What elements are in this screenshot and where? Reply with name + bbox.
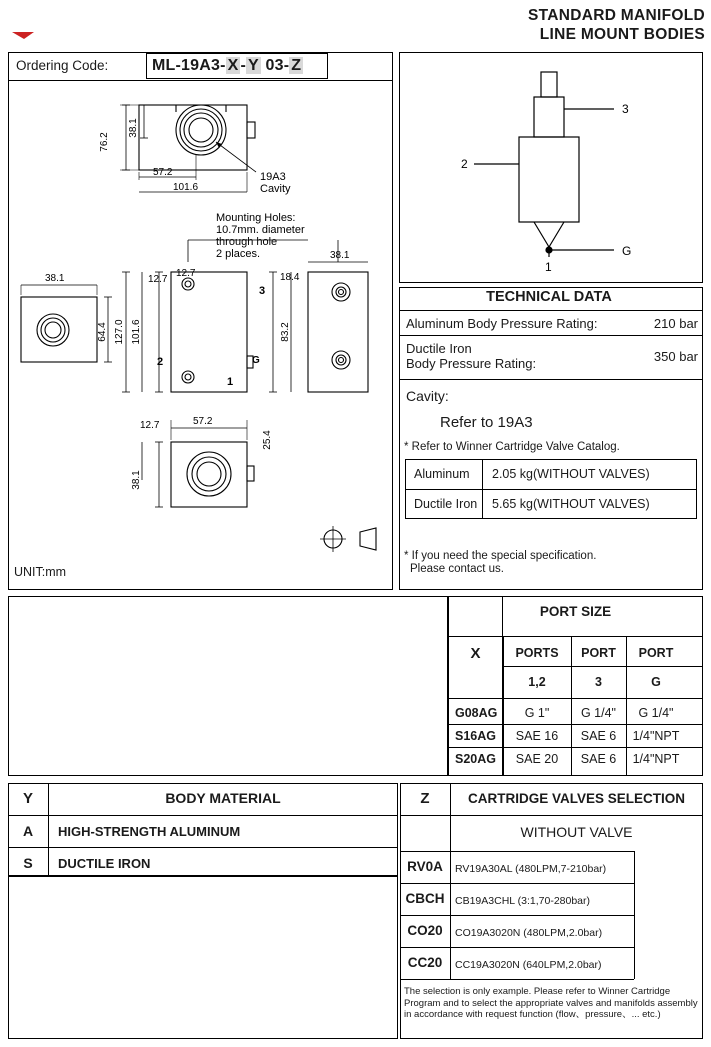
dim-64-4: 64.4 — [97, 322, 108, 342]
aluminum-pressure-label: Aluminum Body Pressure Rating: — [406, 316, 598, 331]
cartridge-row-2-desc: CO19A3020N (480LPM,2.0bar) — [455, 927, 603, 939]
port-size-header-2-top: PORT — [638, 646, 674, 660]
blank-panel-bottom-left — [8, 876, 398, 1039]
cartridge-row-1-code: CBCH — [405, 891, 445, 906]
dim-12-7-b: 12.7 — [176, 268, 196, 279]
x-label: X — [470, 645, 481, 662]
body-material-row-0-code: A — [22, 823, 34, 839]
weight-row-material-1: Ductile Iron — [414, 497, 478, 511]
ductile-iron-value: 350 bar — [653, 349, 698, 364]
cavity-symbol-drawing — [399, 52, 703, 283]
divider — [503, 666, 703, 667]
symbol-port-G: G — [622, 244, 632, 258]
divider — [400, 947, 634, 948]
symbol-port-1: 1 — [545, 260, 552, 274]
y-label: Y — [22, 790, 33, 807]
technical-footnote — [404, 550, 596, 576]
cartridge-row-3-code: CC20 — [407, 955, 443, 970]
dim-57-2-b: 57.2 — [193, 416, 213, 427]
port-size-row-0-c1: G 1" — [524, 706, 550, 720]
technical-data-title: TECHNICAL DATA — [486, 289, 612, 305]
dim-83-2: 83.2 — [280, 322, 291, 342]
footnote-line-2: Please contact us. — [410, 563, 504, 575]
divider — [8, 847, 398, 848]
dim-57-2-a: 57.2 — [153, 167, 173, 178]
ordering-code-dash1: - — [240, 57, 247, 74]
divider — [400, 915, 634, 916]
mounting-note-1: Mounting Holes: — [216, 212, 296, 224]
dim-76-2: 76.2 — [99, 132, 110, 152]
weight-row-material-0: Aluminum — [414, 467, 470, 481]
ordering-code-z: Z — [291, 57, 302, 74]
dim-25-4: 25.4 — [262, 430, 273, 450]
ordering-code-prefix: ML-19A3- — [152, 57, 226, 74]
cartridge-note: The selection is only example. Please refer to Winner Cartridge Program and to select the appropriate valves and manifolds assembly in accordance with request function (flow、pressure、... etc.) — [404, 986, 698, 1020]
port-size-row-2-c3: 1/4"NPT — [632, 752, 680, 766]
divider — [405, 489, 697, 490]
ordering-code-value — [152, 57, 303, 75]
dim-12-7-a: 12.7 — [148, 274, 168, 285]
z-label: Z — [420, 790, 430, 807]
divider — [448, 747, 703, 748]
ordering-code-x: X — [227, 57, 239, 74]
blank-panel-left — [8, 596, 448, 776]
ductile-iron-label-1: Ductile Iron — [406, 341, 472, 356]
dim-38-1-b: 38.1 — [45, 273, 65, 284]
footnote-line-1: * If you need the special specification. — [404, 550, 597, 562]
body-material-row-0-name: HIGH-STRENGTH ALUMINUM — [58, 824, 241, 839]
divider — [400, 979, 634, 980]
unit-label: UNIT:mm — [14, 565, 67, 579]
dim-101-6-b: 101.6 — [131, 319, 142, 345]
cartridge-row-0-desc: RV19A30AL (480LPM,7-210bar) — [455, 863, 607, 875]
cavity-label: Cavity: — [406, 388, 449, 404]
symbol-port-2: 2 — [461, 157, 468, 171]
port-1-label: 1 — [227, 376, 234, 388]
dim-101-6-a: 101.6 — [173, 182, 199, 193]
divider — [482, 459, 483, 519]
port-size-row-1-c1: SAE 16 — [515, 729, 559, 743]
divider — [400, 815, 703, 816]
dim-38-1-d: 38.1 — [131, 470, 142, 490]
body-material-title: BODY MATERIAL — [165, 790, 281, 806]
divider — [8, 815, 398, 816]
ordering-code-label: Ordering Code: — [16, 58, 109, 73]
port-size-row-1-c2: SAE 6 — [580, 729, 617, 743]
port-size-row-1-c3: 1/4"NPT — [632, 729, 680, 743]
cartridge-row-3-desc: CC19A3020N (640LPM,2.0bar) — [455, 959, 602, 971]
port-2-label: 2 — [157, 356, 164, 368]
dim-38-1-a: 38.1 — [128, 118, 139, 138]
port-size-row-0-code: G08AG — [455, 706, 498, 720]
cavity-value: Refer to 19A3 — [440, 414, 533, 431]
port-size-title: PORT SIZE — [539, 604, 612, 619]
port-size-row-2-c2: SAE 6 — [580, 752, 617, 766]
divider — [634, 851, 635, 979]
port-size-row-1-code: S16AG — [455, 729, 496, 743]
port-size-row-0-c3: G 1/4" — [638, 706, 674, 720]
divider — [400, 883, 634, 884]
cartridge-row-2-code: CO20 — [407, 923, 443, 938]
divider — [399, 335, 703, 336]
dim-12-7-c: 12.7 — [140, 420, 160, 431]
technical-data-panel — [399, 287, 703, 590]
dim-127-0: 127.0 — [114, 319, 125, 345]
dim-38-1-c: 38.1 — [330, 250, 350, 261]
port-size-header-1-sub: 3 — [595, 675, 602, 689]
body-material-row-1-name: DUCTILE IRON — [58, 856, 151, 871]
cartridge-title: CARTRIDGE VALVES SELECTION — [467, 791, 685, 806]
aluminum-pressure-row — [406, 316, 698, 331]
aluminum-pressure-value: 210 bar — [653, 316, 698, 331]
page-title — [400, 6, 705, 44]
dim-18-4: 18.4 — [280, 272, 300, 283]
ductile-iron-pressure-row — [406, 341, 698, 371]
cavity-label-1: 19A3 — [260, 171, 286, 183]
symbol-port-3: 3 — [622, 102, 629, 116]
port-G-label: G — [252, 355, 260, 366]
mounting-note-3: through hole — [216, 236, 278, 248]
cartridge-without-valve: WITHOUT VALVE — [520, 824, 633, 840]
port-size-row-2-c1: SAE 20 — [515, 752, 559, 766]
ductile-iron-label-2: Body Pressure Rating: — [406, 356, 537, 371]
cartridge-row-0-code: RV0A — [407, 859, 443, 874]
port-size-header-0-sub: 1,2 — [528, 675, 546, 689]
ordering-code-y: Y — [248, 57, 259, 74]
divider — [400, 851, 634, 852]
port-size-header-1-top: PORT — [581, 646, 616, 660]
body-material-row-1-code: S — [23, 855, 33, 871]
cartridge-row-1-desc: CB19A3CHL (3:1,70-280bar) — [455, 895, 591, 907]
ordering-code-mid: 03- — [260, 57, 290, 74]
mounting-note-4: 2 places. — [216, 248, 261, 260]
weight-row-value-0: 2.05 kg(WITHOUT VALVES) — [492, 467, 650, 481]
divider — [448, 698, 703, 699]
port-size-header-0-top: PORTS — [515, 646, 559, 660]
cavity-note: * Refer to Winner Cartridge Valve Catalog. — [404, 441, 620, 453]
port-3-label: 3 — [259, 285, 266, 297]
divider — [399, 379, 703, 380]
mounting-note-2: 10.7mm. diameter — [216, 224, 305, 236]
x-column-divider — [448, 596, 503, 776]
weight-row-value-1: 5.65 kg(WITHOUT VALVES) — [492, 497, 650, 511]
divider — [448, 724, 703, 725]
title-line-2: LINE MOUNT BODIES — [539, 26, 705, 43]
cavity-label-2: Cavity — [260, 183, 291, 195]
title-line-1: STANDARD MANIFOLD — [527, 7, 705, 24]
divider — [399, 310, 703, 311]
port-size-row-2-code: S20AG — [455, 752, 496, 766]
port-size-header-2-sub: G — [651, 675, 661, 689]
red-logo-mark — [12, 30, 36, 40]
port-size-row-0-c2: G 1/4" — [580, 706, 616, 720]
dimensioned-drawing — [8, 80, 393, 588]
